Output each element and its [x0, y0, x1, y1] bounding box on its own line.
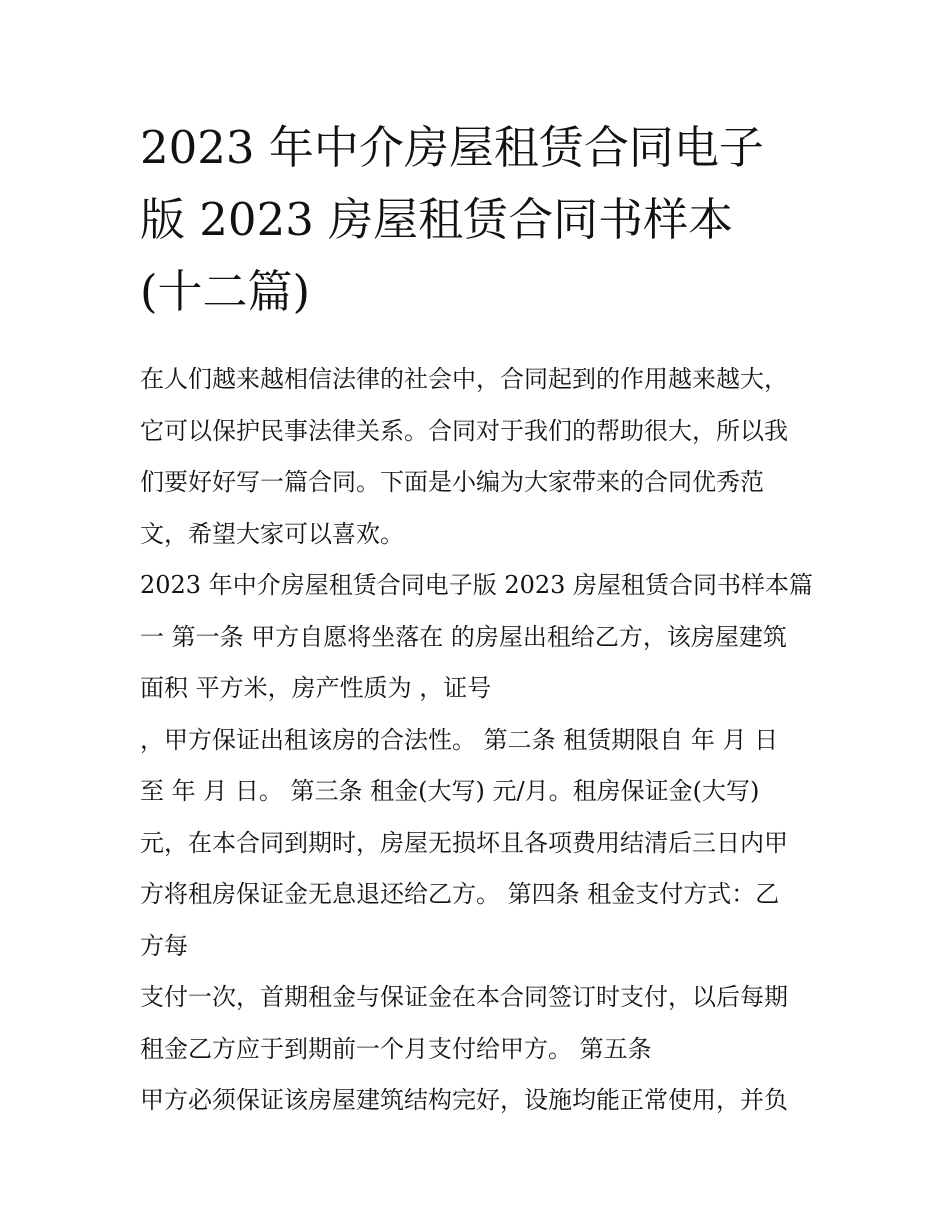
body-line: 2023 年中介房屋租赁合同电子版 2023 房屋租赁合同书样本篇: [140, 571, 814, 599]
body-line: 在人们越来越相信法律的社会中，合同起到的作用越来越大，: [140, 365, 788, 393]
body-line: 甲方必须保证该房屋建筑结构完好，设施均能正常使用，并负: [140, 1086, 788, 1114]
title-line: 2023 年中介房屋租赁合同电子: [140, 121, 764, 174]
body-line: 租金乙方应于到期前一个月支付给甲方。 第五条: [140, 1034, 652, 1063]
title-line: (十二篇): [140, 265, 311, 318]
body-line: 们要好好写一篇合同。下面是小编为大家带来的合同优秀范: [140, 468, 764, 496]
body-line: 面积 平方米，房产性质为 ，证号: [140, 674, 492, 702]
document-body: [140, 354, 830, 1127]
body-line: 文，希望大家可以喜欢。: [140, 519, 404, 548]
body-line: 一 第一条 甲方自愿将坐落在 的房屋出租给乙方，该房屋建筑: [140, 622, 787, 651]
body-line: ，甲方保证出租该房的合法性。 第二条 租赁期限自 年 月 日: [140, 725, 779, 754]
body-line: 方每: [140, 931, 188, 960]
title-line: 版 2023 房屋租赁合同书样本: [140, 193, 734, 246]
body-line: 它可以保护民事法律关系。合同对于我们的帮助很大，所以我: [140, 416, 788, 445]
document-title: [140, 112, 820, 328]
body-line: 元，在本合同到期时，房屋无损坏且各项费用结清后三日内甲: [140, 828, 788, 857]
body-line: 方将租房保证金无息退还给乙方。 第四条 租金支付方式：乙: [140, 880, 780, 908]
body-line: 支付一次，首期租金与保证金在本合同签订时支付，以后每期: [140, 983, 788, 1011]
body-line: 至 年 月 日。 第三条 租金(大写) 元/月。租房保证金(大写): [140, 777, 760, 805]
